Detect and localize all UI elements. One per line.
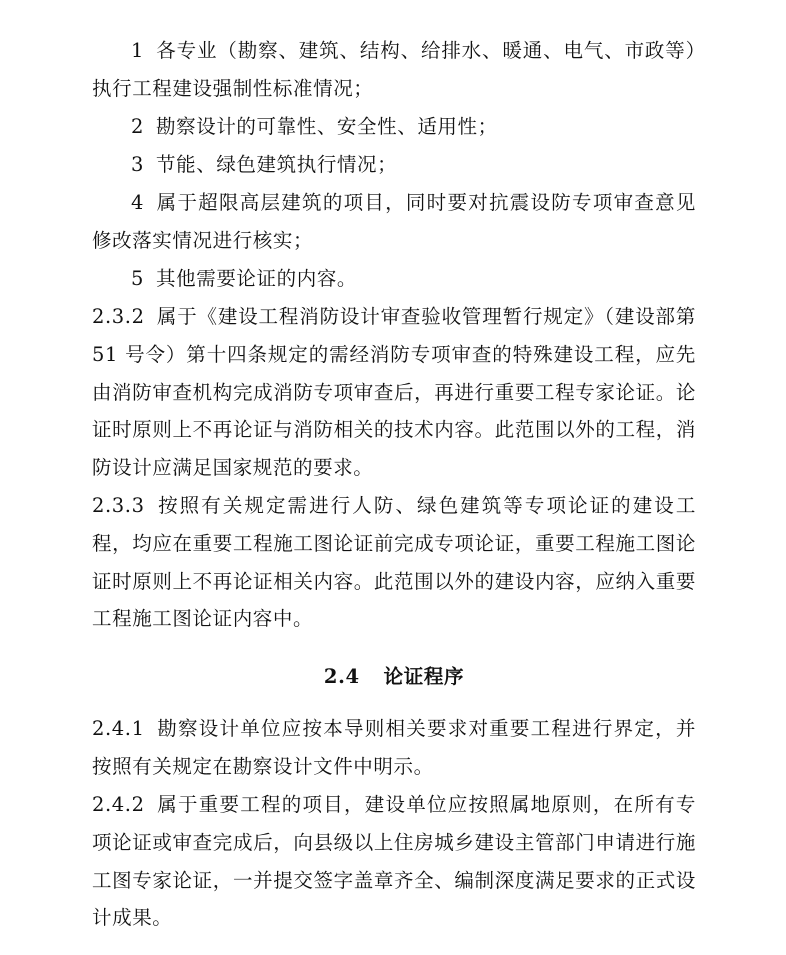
item-number: 1 <box>131 39 145 62</box>
clause-number: 2.3.2 <box>92 305 145 328</box>
clause-number: 2.3.3 <box>92 494 145 517</box>
item-text: 各专业（勘察、建筑、结构、给排水、暖通、电气、市政等）执行工程建设强制性标准情况； <box>92 39 696 100</box>
section-title: 论证程序 <box>383 665 465 688</box>
section-heading <box>92 658 696 696</box>
clause-2-3-2 <box>92 298 696 487</box>
clause-2-3-3 <box>92 487 696 638</box>
clause-text: 按照有关规定需进行人防、绿色建筑等专项论证的建设工程，均应在重要工程施工图论证前完成专项论证，重要工程施工图论证时原则上不再论证相关内容。此范围以外的建设内容，应纳入重要工程施工图论证内容中。 <box>92 494 696 631</box>
item-text: 属于超限高层建筑的项目，同时要对抗震设防专项审查意见修改落实情况进行核实； <box>92 191 696 252</box>
clause-number: 2.4.1 <box>92 717 145 740</box>
section-number: 2.4 <box>323 665 360 688</box>
clause-text: 勘察设计单位应按本导则相关要求对重要工程进行界定，并按照有关规定在勘察设计文件中明示。 <box>92 717 696 778</box>
item-text: 节能、绿色建筑执行情况； <box>156 153 398 176</box>
clause-text: 属于《建设工程消防设计审查验收管理暂行规定》（建设部第 51 号令）第十四条规定的需经消防专项审查的特殊建设工程，应先由消防审查机构完成消防专项审查后，再进行重要工程专家论证。论证时原则上不再论证与消防相关的技术内容。此范围以外的工程，消防设计应满足国家规范的要求。 <box>92 305 696 480</box>
item-text: 其他需要论证的内容。 <box>156 267 358 290</box>
list-item-4 <box>92 184 696 260</box>
list-item-1 <box>92 32 696 108</box>
item-number: 5 <box>131 267 145 290</box>
clause-2-4-2 <box>92 786 696 937</box>
item-number: 3 <box>131 153 145 176</box>
clause-2-4-1 <box>92 710 696 786</box>
list-item-5 <box>92 260 696 298</box>
item-text: 勘察设计的可靠性、安全性、适用性； <box>156 115 498 138</box>
item-number: 4 <box>131 191 145 214</box>
clause-number: 2.4.2 <box>92 793 145 816</box>
clause-text: 属于重要工程的项目，建设单位应按照属地原则，在所有专项论证或审查完成后，向县级以上住房城乡建设主管部门申请进行施工图专家论证，一并提交签字盖章齐全、编制深度满足要求的正式设计成果。 <box>92 793 696 930</box>
list-item-3 <box>92 146 696 184</box>
list-item-2 <box>92 108 696 146</box>
item-number: 2 <box>131 115 145 138</box>
